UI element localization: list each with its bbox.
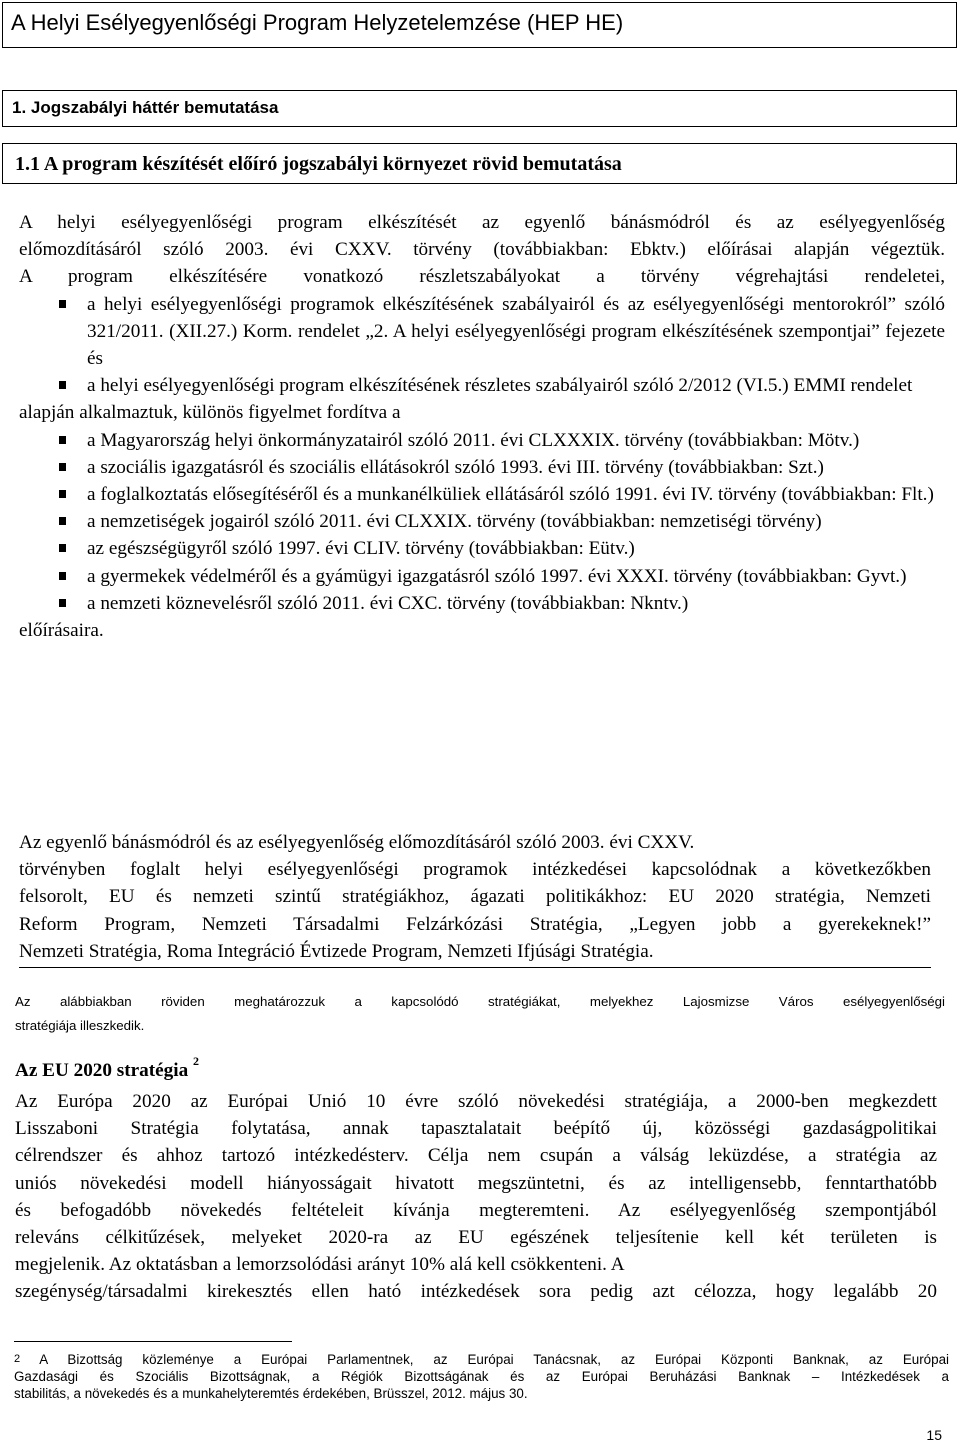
intro-line: előmozdításáról szóló 2003. évi CXXV. törvény (továbbiakban: Ebktv.) előírásai alapján végeztük. <box>19 239 945 261</box>
intro-line: A program elkészítésére vonatkozó részletszabályokat a törvény végrehajtási rendeletei, <box>19 266 945 288</box>
list-item <box>19 454 945 481</box>
bullet-icon <box>59 300 66 308</box>
page-title: A Helyi Esélyegyenlőségi Program Helyzetelemzése (HEP HE) <box>2 2 957 48</box>
paragraph-line: felsorolt, EU és nemzeti szintű stratégiákhoz, ágazati politikákhoz: EU 2020 stratégia, Nemzeti <box>19 886 931 908</box>
intro-line: alapján alkalmaztuk, különös figyelmet fordítva a <box>19 402 401 424</box>
paragraph-line: Nemzeti Stratégia, Roma Integráció Évtizede Program, Nemzeti Ifjúsági Stratégia. <box>19 940 654 962</box>
list-item <box>19 590 945 617</box>
list-item-text: a nemzeti köznevelésről szóló 2011. évi CXC. törvény (továbbiakban: Nkntv.) <box>87 592 689 614</box>
paragraph-line: és befogadóbb növekedés feltételeit kívánja megteremteni. Az esélyegyenlőség szempontjából <box>15 1199 937 1221</box>
paragraph-line: uniós növekedési modell hiányosságait hivatott megszüntetni, és az intelligensebb, fenntarthatóbb <box>15 1172 937 1194</box>
decree-list <box>19 291 945 400</box>
footnote-line <box>14 1351 949 1368</box>
list-item-text: a foglalkoztatás elősegítéséről és a munkanélküliek ellátásáról szóló 1991. évi IV. törvény (továbbiakban: Flt.) <box>87 484 934 506</box>
list-item <box>19 291 945 373</box>
list-item <box>19 427 945 454</box>
list-item <box>19 563 945 590</box>
paragraph-line: Lisszaboni Stratégia folytatása, annak tapasztalatait beépítő új, közösségi gazdaságpolitikai <box>15 1118 937 1140</box>
note-line: stratégiája illeszkedik. <box>15 1018 145 1033</box>
bullet-icon <box>59 490 66 498</box>
note-line: Az alábbiakban röviden meghatározzuk a kapcsolódó stratégiákat, melyekhez Lajosmizse Város esélyegyenlőségi <box>15 994 945 1009</box>
list-item <box>19 535 945 562</box>
bullet-icon <box>59 544 66 552</box>
law-list <box>19 427 945 617</box>
list-item-text: a Magyarország helyi önkormányzatairól szóló 2011. évi CLXXXIX. törvény (továbbiakban: Mötv.) <box>87 429 860 451</box>
list-item <box>19 508 945 535</box>
bullet-icon <box>59 517 66 525</box>
bullet-icon <box>59 599 66 607</box>
list-item-text: az egészségügyről szóló 1997. évi CLIV. törvény (továbbiakban: Eütv.) <box>87 538 635 560</box>
footnote <box>14 1351 949 1402</box>
strategy-paragraph <box>19 829 931 968</box>
bullet-icon <box>59 463 66 471</box>
eu2020-heading <box>15 1054 199 1082</box>
paragraph-line: releváns célkitűzések, melyeket 2020-ra az EU egészének teljesítenie kell két területen is <box>15 1227 937 1249</box>
list-item <box>19 481 945 508</box>
list-item-text: a szociális igazgatásról és szociális ellátásokról szóló 1993. évi III. törvény (továbbiakban: Szt.) <box>87 456 824 478</box>
subsection-heading: 1.1 A program készítését előíró jogszabályi környezet rövid bemutatása <box>2 143 957 184</box>
footnote-divider <box>14 1341 292 1342</box>
bullet-icon <box>59 381 66 389</box>
paragraph-line: Az Európa 2020 az Európai Unió 10 évre szóló növekedési stratégiája, a 2000-ben megkezdett <box>15 1091 937 1112</box>
list-item-text: a helyi esélyegyenlőségi programok elkészítésének szabályairól és az esélyegyenlőségi mentorokról” szóló 321/2011. (XII.27.) Korm. rendelet „2. A helyi esélyegyenlőségi program elkészítésének szempontjai” fejezete és <box>87 293 945 370</box>
footnote-line: stabilitás, a növekedés és a munkahelyteremtés érdekében, Brüsszel, 2012. május 30. <box>14 1386 528 1401</box>
intro-line: A helyi esélyegyenlőségi program elkészítését az egyenlő bánásmódról és az esélyegyenlőség <box>19 212 945 233</box>
paragraph-line: Az egyenlő bánásmódról és az esélyegyenlőség előmozdításáról szóló 2003. évi CXXV. <box>19 832 695 853</box>
bullet-icon <box>59 436 66 444</box>
related-strategies-note <box>15 990 945 1038</box>
eu2020-body <box>15 1088 937 1306</box>
list-item-text: a helyi esélyegyenlőségi program elkészítésének részletes szabályairól szóló 2/2012 (VI.5.) EMMI rendelet <box>87 375 913 397</box>
list-item <box>19 372 945 399</box>
footnote-number: 2 <box>14 1353 21 1365</box>
paragraph-line: megjelenik. Az oktatásban a lemorzsolódási arányt 10% alá kell csökkenteni. A <box>15 1254 625 1276</box>
paragraph-line: szegénység/társadalmi kirekesztés ellen ható intézkedések sora pedig azt célozza, hogy legalább 20 <box>15 1281 937 1303</box>
intro-line: előírásaira. <box>19 620 104 642</box>
footnote-ref: 2 <box>192 1054 199 1068</box>
footnote-line: Gazdasági és Szociális Bizottságnak, a Régiók Bizottságának és az Európai Beruházási Banknak – Intézkedések a <box>14 1369 949 1384</box>
list-item-text: a gyermekek védelméről és a gyámügyi igazgatásról szóló 1997. évi XXXI. törvény (továbbiakban: Gyvt.) <box>87 565 907 587</box>
list-item-text: a nemzetiségek jogairól szóló 2011. évi CLXXIX. törvény (továbbiakban: nemzetiségi törvény) <box>87 511 822 533</box>
section-heading: 1. Jogszabályi háttér bemutatása <box>2 90 957 127</box>
footnote-text: A Bizottság közleménye a Európai Parlamentnek, az Európai Tanácsnak, az Európai Központi Banknak, az Európai <box>39 1352 949 1367</box>
paragraph-line: Reform Program, Nemzeti Társadalmi Felzárkózási Stratégia, „Legyen jobb a gyerekeknek!” <box>19 913 931 935</box>
paragraph-line: célrendszer és ahhoz tartozó intézkedésterv. Célja nem csupán a válság leküzdése, a stratégia az <box>15 1145 937 1167</box>
bullet-icon <box>59 572 66 580</box>
paragraph-line: törvényben foglalt helyi esélyegyenlőségi programok intézkedései kapcsolódnak a következőkben <box>19 859 931 881</box>
eu2020-heading-text: Az EU 2020 stratégia <box>15 1060 189 1081</box>
intro-section <box>19 209 945 644</box>
page-number: 15 <box>926 1427 942 1443</box>
